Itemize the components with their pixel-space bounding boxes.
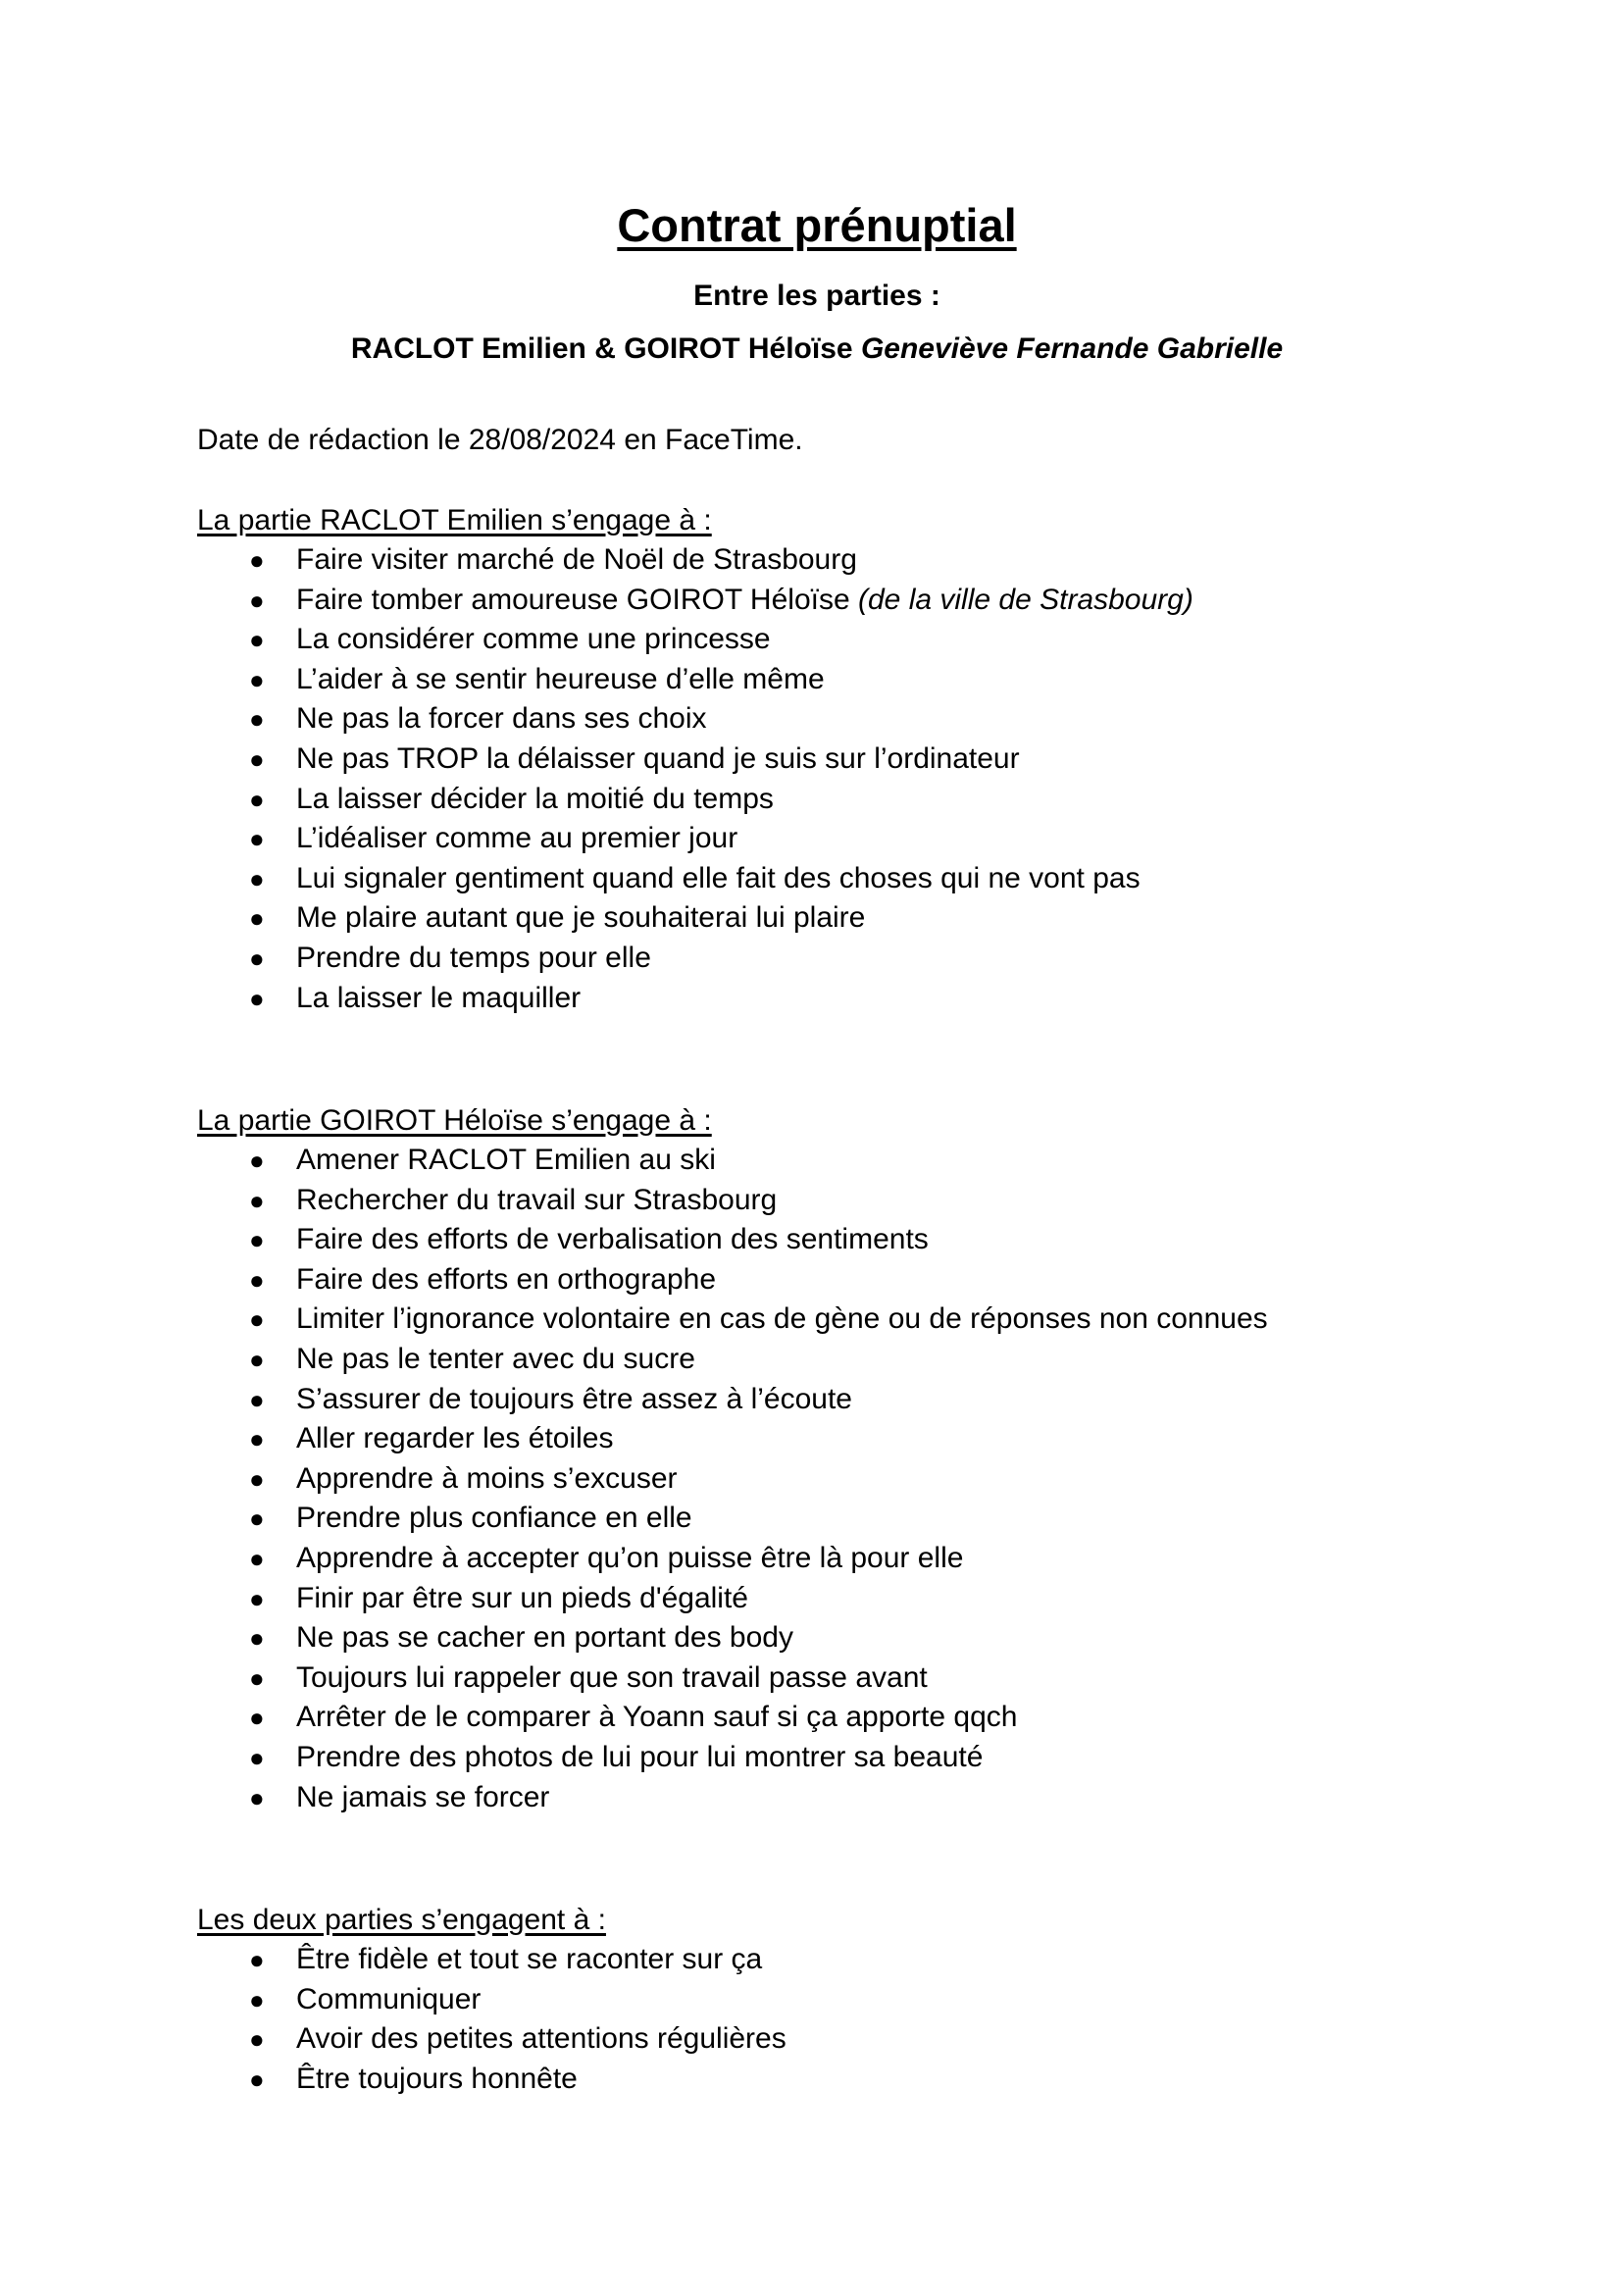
- bullet-icon: ●: [249, 784, 265, 814]
- list-item-text: Ne pas TROP la délaisser quand je suis sur l’ordinateur: [296, 741, 1020, 775]
- list-item: [0, 939, 1193, 979]
- list-item-text: La considérer comme une princesse: [296, 623, 771, 656]
- list-item: [0, 1539, 1268, 1579]
- list-item: [0, 1340, 1268, 1380]
- list-item: [0, 739, 1193, 780]
- list-item: [0, 1380, 1268, 1420]
- list-item-text: Ne pas le tenter avec du sucre: [296, 1342, 695, 1375]
- bullet-icon: ●: [249, 1344, 265, 1374]
- list-item: [0, 1141, 1268, 1181]
- list-item: [0, 1300, 1268, 1340]
- list-item-text: Prendre plus confiance en elle: [296, 1502, 692, 1535]
- list-item-text: Prendre du temps pour elle: [296, 941, 651, 974]
- bullet-icon: ●: [249, 1984, 265, 2014]
- list-item: [0, 780, 1193, 820]
- list-item: [0, 1980, 787, 2020]
- bullet-icon: ●: [249, 903, 265, 934]
- list-item: [0, 1698, 1268, 1738]
- bullet-icon: ●: [249, 1463, 265, 1494]
- list-item-text: Faire des efforts de verbalisation des sentiments: [296, 1223, 929, 1256]
- bullet-icon: ●: [249, 1703, 265, 1733]
- list-item: [0, 581, 1193, 621]
- bullet-icon: ●: [249, 1225, 265, 1255]
- bullet-icon: ●: [249, 1742, 265, 1772]
- bullet-icon: ●: [249, 1146, 265, 1175]
- list-item: [0, 979, 1193, 1019]
- list-item: [0, 1579, 1268, 1619]
- list-item-text: La laisser décider la moitié du temps: [296, 782, 774, 815]
- list-item: [0, 1459, 1268, 1500]
- list-item: [0, 1738, 1268, 1778]
- bullet-icon: ●: [249, 863, 265, 893]
- list-item-text: Aller regarder les étoiles: [296, 1422, 614, 1455]
- list-item: [0, 1419, 1268, 1459]
- list-item-text: Toujours lui rappeler que son travail passe avant: [296, 1660, 928, 1694]
- list-item: [0, 1260, 1268, 1300]
- bullet-icon: ●: [249, 704, 265, 735]
- bullet-icon: ●: [249, 1623, 265, 1654]
- bullet-icon: ●: [249, 743, 265, 774]
- list-item-text: Limiter l’ignorance volontaire en cas de gène ou de réponses non connues: [296, 1302, 1268, 1336]
- list-item-text: Faire tomber amoureuse GOIROT Héloïse: [296, 583, 858, 616]
- list-item: [0, 1181, 1268, 1221]
- list-item-text: Amener RACLOT Emilien au ski: [296, 1144, 716, 1176]
- bullet-icon: ●: [249, 1543, 265, 1573]
- list-item-text: Ne pas la forcer dans ses choix: [296, 702, 707, 736]
- list-item: [0, 1778, 1268, 1818]
- parties-italic: Geneviève Fernande Gabrielle: [860, 332, 1284, 365]
- section-heading-goirot: La partie GOIROT Héloïse s’engage à :: [197, 1104, 712, 1137]
- list-item-text: Être fidèle et tout se raconter sur ça: [296, 1943, 763, 1975]
- list-item: [0, 1499, 1268, 1539]
- list-item: [0, 898, 1193, 939]
- list-item: [0, 2019, 787, 2060]
- list-item-text: Faire des efforts en orthographe: [296, 1262, 717, 1296]
- section-list-raclot: [0, 540, 1193, 1018]
- list-item: [0, 1618, 1268, 1658]
- list-item: [0, 1658, 1268, 1699]
- list-item-text: Me plaire autant que je souhaiterai lui plaire: [296, 901, 866, 935]
- bullet-icon: ●: [249, 1504, 265, 1534]
- list-item-text: L’aider à se sentir heureuse d’elle même: [296, 662, 825, 695]
- list-item-text: Lui signaler gentiment quand elle fait des choses qui ne vont pas: [296, 861, 1141, 894]
- list-item-text: Être toujours honnête: [296, 2062, 578, 2095]
- list-item: [0, 540, 1193, 581]
- bullet-icon: ●: [249, 1264, 265, 1295]
- bullet-icon: ●: [249, 1424, 265, 1454]
- parties-line: [0, 330, 1624, 369]
- list-item-text: Prendre des photos de lui pour lui montrer sa beauté: [296, 1740, 984, 1773]
- bullet-icon: ●: [249, 1782, 265, 1812]
- list-item-text: La laisser le maquiller: [296, 981, 582, 1014]
- bullet-icon: ●: [249, 545, 265, 575]
- section-list-both: [0, 1940, 787, 2099]
- bullet-icon: ●: [249, 664, 265, 694]
- list-item: [0, 2060, 787, 2100]
- section-list-goirot: [0, 1141, 1268, 1817]
- list-item-text: Avoir des petites attentions régulières: [296, 2022, 787, 2056]
- list-item: [0, 620, 1193, 660]
- bullet-icon: ●: [249, 824, 265, 854]
- list-item-text: Faire visiter marché de Noël de Strasbourg: [296, 543, 857, 576]
- list-item-text: Finir par être sur un pieds d'égalité: [296, 1581, 748, 1614]
- bullet-icon: ●: [249, 1304, 265, 1335]
- bullet-icon: ●: [249, 625, 265, 655]
- bullet-icon: ●: [249, 983, 265, 1013]
- list-item-text: Arrêter de le comparer à Yoann sauf si ça apporte qqch: [296, 1701, 1018, 1734]
- list-item: [0, 1940, 787, 1980]
- list-item-text: Apprendre à moins s’excuser: [296, 1461, 678, 1495]
- bullet-icon: ●: [249, 1384, 265, 1414]
- subtitle: Entre les parties :: [693, 280, 940, 312]
- list-item: [0, 1220, 1268, 1260]
- bullet-icon: ●: [249, 2064, 265, 2094]
- list-item: [0, 660, 1193, 700]
- bullet-icon: ●: [249, 585, 265, 615]
- date-line: Date de rédaction le 28/08/2024 en FaceTime.: [197, 424, 803, 456]
- document-title: Contrat prénuptial: [617, 199, 1017, 251]
- list-item: [0, 819, 1193, 859]
- parties-main: RACLOT Emilien & GOIROT Héloïse: [350, 332, 861, 365]
- bullet-icon: ●: [249, 943, 265, 973]
- bullet-icon: ●: [249, 1583, 265, 1613]
- list-item-text: Rechercher du travail sur Strasbourg: [296, 1183, 778, 1216]
- section-heading-raclot: La partie RACLOT Emilien s’engage à :: [197, 504, 712, 536]
- list-item-text: Apprendre à accepter qu’on puisse être là pour elle: [296, 1541, 964, 1574]
- list-item-text: S’assurer de toujours être assez à l’écoute: [296, 1382, 852, 1415]
- list-item: [0, 859, 1193, 899]
- list-item: [0, 699, 1193, 739]
- section-heading-both: Les deux parties s’engagent à :: [197, 1904, 606, 1936]
- list-item-text: Ne pas se cacher en portant des body: [296, 1621, 793, 1655]
- bullet-icon: ●: [249, 2024, 265, 2055]
- list-item-italic-text: (de la ville de Strasbourg): [858, 583, 1193, 616]
- bullet-icon: ●: [249, 1662, 265, 1693]
- list-item-text: Communiquer: [296, 1982, 482, 2015]
- bullet-icon: ●: [249, 1945, 265, 1974]
- list-item-text: L’idéaliser comme au premier jour: [296, 822, 738, 855]
- list-item-text: Ne jamais se forcer: [296, 1780, 550, 1813]
- bullet-icon: ●: [249, 1185, 265, 1215]
